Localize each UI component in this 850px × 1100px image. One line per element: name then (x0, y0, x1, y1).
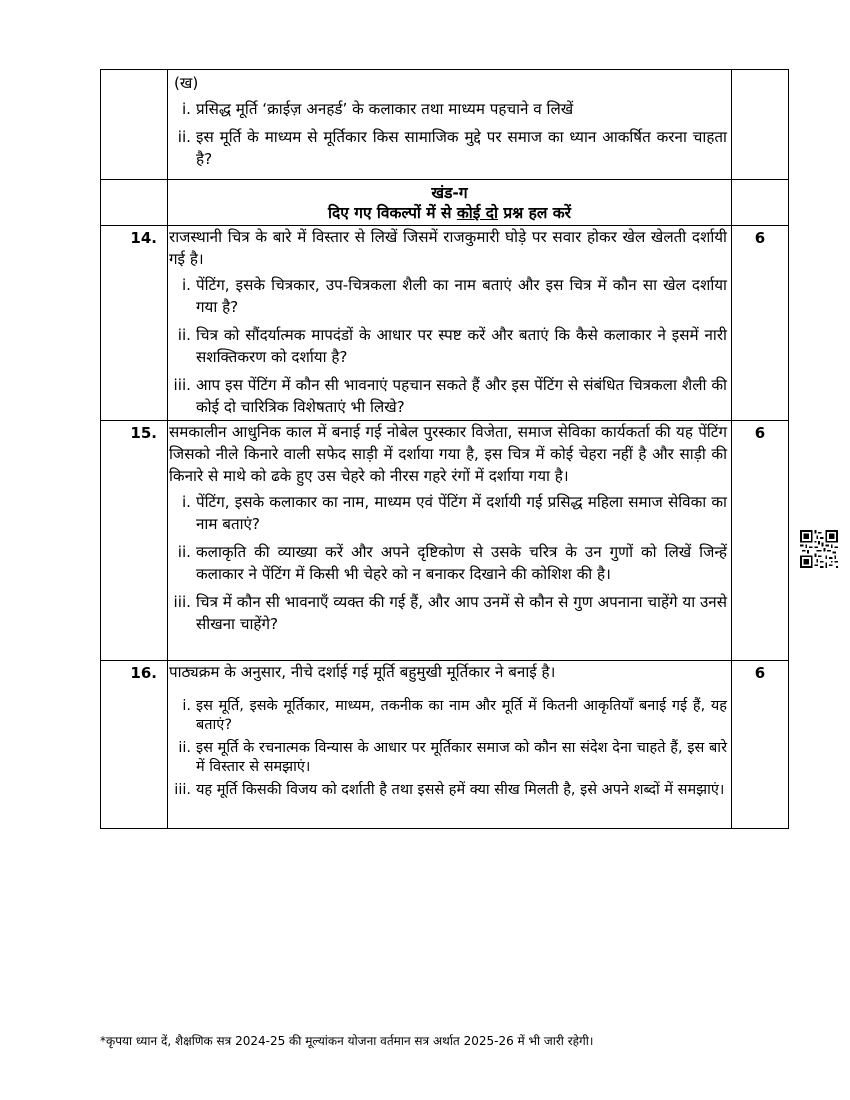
qr-code-icon (800, 530, 838, 568)
section-instruction: दिए गए विकल्पों में से कोई दो प्रश्न हल करें (328, 204, 571, 222)
section-header (168, 180, 732, 226)
marks-cell (732, 180, 789, 226)
sub-part: ii. चित्र को सौंदर्यात्मक मापदंडों के आधार पर स्पष्ट करें और बताएं कि कैसे कलाकार ने इसमें नारी सशक्तिकरण को दर्शाया है? (177, 326, 727, 366)
question-number: 15. (101, 421, 168, 661)
question-number-cell (101, 70, 168, 180)
marks-value: 6 (732, 661, 789, 829)
question-stem: राजस्थानी चित्र के बारे में विस्तार से लिखें जिसमें राजकुमारी घोड़े पर सवार होकर खेल खेलती दर्शायी गई है। (169, 228, 727, 268)
question-number: 14. (101, 226, 168, 421)
table-row-q15 (101, 421, 789, 661)
marks-cell (732, 70, 789, 180)
sub-part: iii. यह मूर्ति किसकी विजय को दर्शाती है तथा इससे हमें क्या सीख मिलती है, इसे अपने शब्दों में समझाएं। (174, 782, 725, 798)
footer-note: *कृपया ध्यान दें, शैक्षणिक सत्र 2024-25 की मूल्यांकन योजना वर्तमान सत्र अर्थात 2025-26 में भी जारी रहेगी। (100, 1034, 594, 1048)
question-stem: समकालीन आधुनिक काल में बनाई गई नोबेल पुरस्कार विजेता, समाज सेविका कार्यकर्ता की यह पेंटिंग जिसको नीले किनारे वाली सफेद साड़ी में दर्शाया गया है, इस चित्र में कोई चेहरा नहीं है और साड़ी की किनारे से माथे को ढके हुए उस चेहरे को नीरस गहरे रंगों में दर्शाया गया है। (169, 423, 727, 485)
question-text-cell (168, 70, 732, 180)
sub-part: ii. इस मूर्ति के माध्यम से मूर्तिकार किस सामाजिक मुद्दे पर समाज का ध्यान आकर्षित करना चाहता है? (177, 128, 727, 168)
sub-part: i. इस मूर्ति, इसके मूर्तिकार, माध्यम, तकनीक का नाम और मूर्ति में कितनी आकृतियाँ बनाई गई हैं, यह बताएं? (182, 698, 727, 733)
table-row-q14 (101, 226, 789, 421)
question-number-cell (101, 180, 168, 226)
section-title: खंड-ग (431, 184, 468, 202)
table-row-section-header (101, 180, 789, 226)
table-row-q13b (101, 70, 789, 180)
sub-part: i. पेंटिंग, इसके चित्रकार, उप-चित्रकला शैली का नाम बताएं और इस चित्र में कौन सा खेल दर्शाया गया है? (181, 276, 727, 316)
table-row-q16 (101, 661, 789, 829)
sub-part: ii. इस मूर्ति के रचनात्मक विन्यास के आधार पर मूर्तिकार समाज को कौन सा संदेश देना चाहते हैं, इस बारे में विस्तार से समझाएं। (178, 740, 727, 775)
sub-part: i. पेंटिंग, इसके कलाकार का नाम, माध्यम एवं पेंटिंग में दर्शायी गई प्रसिद्ध महिला समाज सेविका का नाम बताएं? (181, 493, 727, 533)
sub-part: ii. कलाकृति की व्याख्या करें और अपने दृष्टिकोण से उसके चरित्र के उन गुणों को लिखें जिन्हें कलाकार ने पेंटिंग में किसी भी चेहरे को न बनाकर दिखाने की कोशिश की है। (177, 543, 727, 583)
sub-part: i. प्रसिद्ध मूर्ति ‘क्राईज़ अनहर्ड’ के कलाकार तथा माध्यम पहचाने व लिखें (181, 100, 574, 118)
sub-part: iii. आप इस पेंटिंग में कौन सी भावनाएं पहचान सकते हैं और इस पेंटिंग से संबंधित चित्रकला शैली की कोई दो चारित्रिक विशेषताएं भी लिखे? (173, 376, 727, 416)
question-stem: पाठ्यक्रम के अनुसार, नीचे दर्शाई गई मूर्ति बहुमुखी मूर्तिकार ने बनाई है। (169, 663, 556, 681)
marks-value: 6 (732, 421, 789, 661)
question-text-cell (168, 226, 732, 421)
sub-part: iii. चित्र में कौन सी भावनाएँ व्यक्त की गई हैं, और आप उनमें से कौन से गुण अपनाना चाहेंगे या उनसे सीखना चाहेंगे? (173, 593, 727, 633)
question-text-cell (168, 421, 732, 661)
sub-question-label: (ख) (174, 74, 199, 92)
question-table (100, 69, 789, 829)
question-text-cell (168, 661, 732, 829)
marks-value: 6 (732, 226, 789, 421)
question-number: 16. (101, 661, 168, 829)
